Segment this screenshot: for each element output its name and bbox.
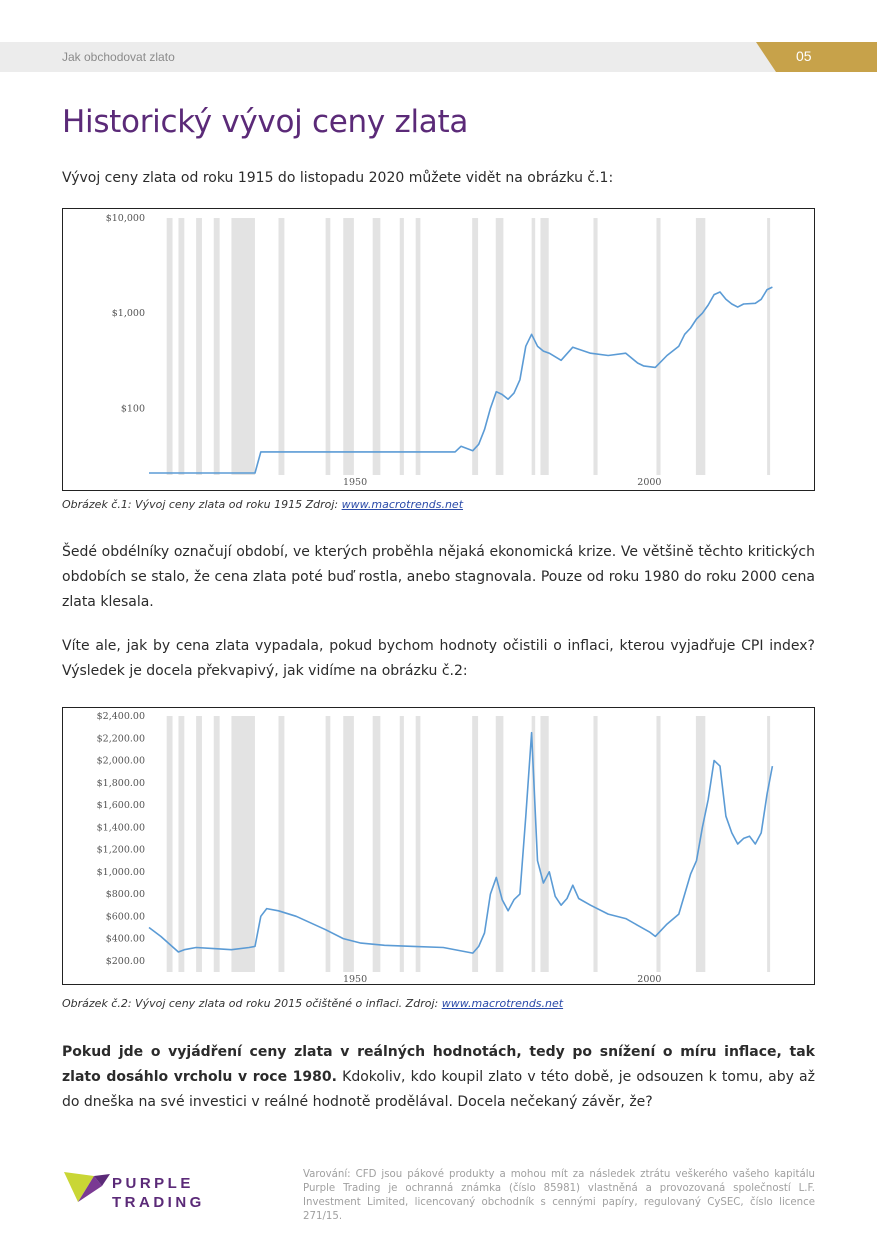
chart-1-recession-band bbox=[767, 218, 770, 475]
chart-1-recession-band bbox=[343, 218, 354, 475]
chart-1-recession-band bbox=[167, 218, 173, 475]
page-heading: Historický vývoj ceny zlata bbox=[62, 104, 469, 140]
chart-1-recession-band bbox=[178, 218, 184, 475]
chart-2-recession-band bbox=[279, 716, 285, 972]
caption-1-text: Obrázek č.1: Vývoj ceny zlata od roku 1915 Zdroj: bbox=[62, 498, 342, 511]
chart-2-recession-band bbox=[343, 716, 354, 972]
chart-2-y-tick-label: $200.00 bbox=[105, 955, 145, 967]
chart-1-x-tick-label: 2000 bbox=[637, 477, 662, 488]
chart-1-recession-band bbox=[326, 218, 331, 475]
logo-wordmark bbox=[112, 1174, 205, 1212]
paragraph-recessions: Šedé obdélníky označují období, ve kterých proběhla nějaká ekonomická krize. Ve většině těchto kritických obdobích se stalo, že cena zlata poté buď rostla, anebo stagnovala. Pouze od roku 1980 do roku 2000 cena zlata klesala. bbox=[62, 544, 815, 610]
chart-1-recession-band bbox=[540, 218, 548, 475]
footer-disclaimer: Varování: CFD jsou pákové produkty a mohou mít za následek ztrátu veškerého vašeho kapitálu Purple Trading je ochranná známka (číslo 85981) vlastněná a provozovaná společností L.F. Investment Limited, licencovaný obchodník s cennými papíry, regulovaný CySEC, číslo licence 271/15. bbox=[303, 1169, 815, 1222]
conclusion-rest: Kdokoliv, kdo koupil zlato v této době, je odsouzen k tomu, aby až do dneška na své investici v reálné hodnotě prodělával. Docela nečekaný závěr, že? bbox=[62, 1069, 815, 1110]
page-number: 05 bbox=[796, 48, 812, 64]
chart-2-x-tick-label: 1950 bbox=[342, 974, 368, 984]
purple-trading-logo-icon bbox=[64, 1172, 110, 1206]
chart-1-y-tick-label: $100 bbox=[120, 403, 145, 415]
page-number-tab bbox=[756, 42, 877, 72]
chart-2-y-tick-label: $1,800.00 bbox=[96, 777, 145, 789]
caption-2-link[interactable]: www.macrotrends.net bbox=[441, 997, 564, 1010]
document-title: Jak obchodovat zlato bbox=[62, 50, 175, 64]
chart-2-y-tick-label: $1,000.00 bbox=[96, 866, 145, 878]
chart-2-y-tick-label: $2,200.00 bbox=[96, 733, 145, 745]
caption-1-link[interactable]: www.macrotrends.net bbox=[341, 498, 464, 511]
chart-2-y-tick-label: $400.00 bbox=[105, 933, 145, 945]
caption-1 bbox=[62, 498, 463, 511]
chart-2-y-tick-label: $1,200.00 bbox=[96, 844, 145, 856]
chart-1-x-tick-label: 1950 bbox=[342, 477, 368, 488]
chart-2-recession-band bbox=[400, 716, 404, 972]
chart-1-recession-band bbox=[696, 218, 705, 475]
chart-1-recession-band bbox=[231, 218, 255, 475]
chart-2-y-tick-label: $2,000.00 bbox=[96, 755, 145, 767]
chart-1 bbox=[62, 208, 815, 491]
chart-1-recession-band bbox=[196, 218, 202, 475]
chart-1-y-tick-label: $10,000 bbox=[105, 213, 145, 224]
chart-1-recession-band bbox=[400, 218, 404, 475]
logo-line-1: PURPLE bbox=[112, 1175, 194, 1192]
chart-2-recession-band bbox=[231, 716, 255, 972]
chart-2-y-tick-label: $1,400.00 bbox=[96, 822, 145, 834]
chart-2-recession-band bbox=[472, 716, 478, 972]
chart-2-y-tick-label: $1,600.00 bbox=[96, 800, 145, 812]
chart-2-recession-band bbox=[540, 716, 548, 972]
chart-2-recession-band bbox=[767, 716, 770, 972]
chart-2 bbox=[62, 707, 815, 985]
chart-2-recession-band bbox=[373, 716, 381, 972]
chart-1-recession-band bbox=[656, 218, 660, 475]
chart-1-recession-band bbox=[416, 218, 421, 475]
chart-1-y-tick-label: $1,000 bbox=[111, 308, 145, 320]
chart-2-recession-band bbox=[326, 716, 331, 972]
intro-paragraph: Vývoj ceny zlata od roku 1915 do listopadu 2020 můžete vidět na obrázku č.1: bbox=[62, 170, 614, 186]
chart-2-recession-band bbox=[496, 716, 504, 972]
chart-2-recession-band bbox=[593, 716, 597, 972]
chart-2-recession-band bbox=[214, 716, 220, 972]
chart-2-x-tick-label: 2000 bbox=[637, 974, 662, 984]
chart-2-y-tick-label: $800.00 bbox=[105, 889, 145, 901]
conclusion-bold: Pokud jde o vyjádření ceny zlata v reálných hodnotách, tedy po snížení o míru inflace, tak zlato dosáhlo vrcholu v roce 1980. bbox=[62, 1044, 815, 1085]
chart-1-recession-band bbox=[214, 218, 220, 475]
chart-1-recession-band bbox=[496, 218, 504, 475]
caption-2-text: Obrázek č.2: Vývoj ceny zlata od roku 2015 očištěné o inflaci. Zdroj: bbox=[62, 997, 442, 1010]
caption-2 bbox=[62, 997, 563, 1010]
chart-1-recession-band bbox=[279, 218, 285, 475]
chart-2-recession-band bbox=[416, 716, 421, 972]
inflation-adjusted-gold-chart bbox=[63, 708, 814, 984]
logo-line-2: TRADING bbox=[112, 1194, 205, 1211]
chart-2-y-tick-label: $600.00 bbox=[105, 911, 145, 923]
chart-2-recession-band bbox=[167, 716, 173, 972]
gold-price-chart bbox=[63, 209, 814, 490]
chart-2-recession-band bbox=[178, 716, 184, 972]
chart-1-recession-band bbox=[593, 218, 597, 475]
chart-1-recession-band bbox=[532, 218, 536, 475]
chart-2-recession-band bbox=[696, 716, 705, 972]
paragraph-conclusion bbox=[62, 1040, 815, 1115]
chart-2-recession-band bbox=[196, 716, 202, 972]
paragraph-cpi: Víte ale, jak by cena zlata vypadala, pokud bychom hodnoty očistili o inflaci, kterou vyjadřuje CPI index? Výsledek je docela překvapivý, jak vidíme na obrázku č.2: bbox=[62, 638, 815, 679]
chart-1-recession-band bbox=[472, 218, 478, 475]
chart-2-y-tick-label: $2,400.00 bbox=[96, 711, 145, 722]
chart-1-recession-band bbox=[373, 218, 381, 475]
